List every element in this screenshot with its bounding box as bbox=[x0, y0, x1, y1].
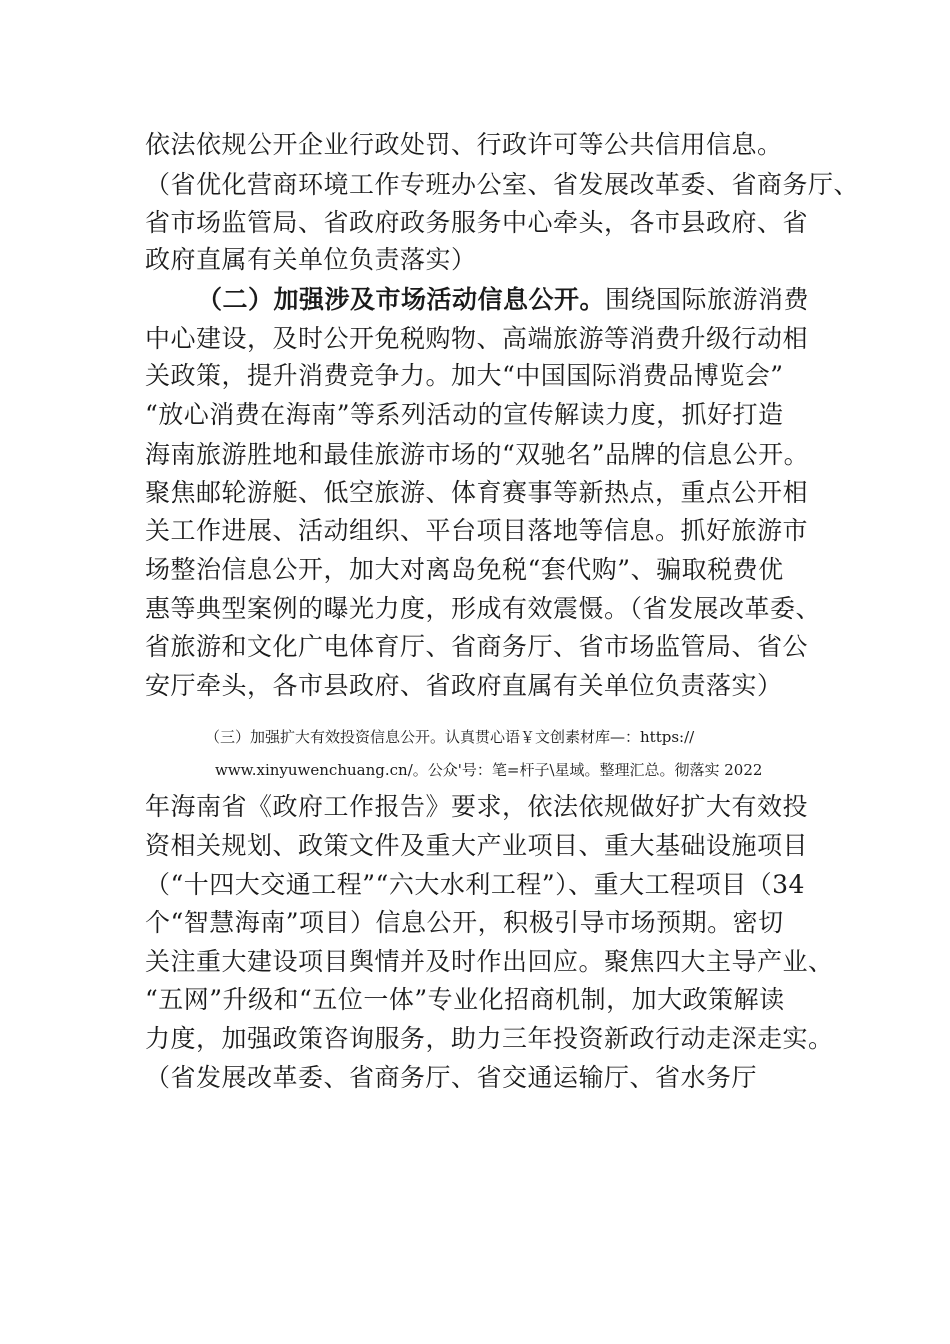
text-line-3: 省市场监管局、省政府政务服务中心牵头，各市县政府、省 bbox=[145, 208, 809, 237]
text-line-14: 省旅游和文化广电体育厅、省商务厅、省市场监管局、省公 bbox=[145, 632, 809, 661]
text-line-15: 安厅牵头，各市县政府、省政府直属有关单位负责落实） bbox=[145, 671, 783, 700]
text-line-6: 中心建设，及时公开免税购物、高端旅游等消费升级行动相 bbox=[145, 324, 809, 353]
text-line-20: 关注重大建设项目舆情并及时作出回应。聚焦四大主导产业、 bbox=[145, 947, 834, 976]
text-line-13: 惠等典型案例的曝光力度，形成有效震慑。（省发展改革委、 bbox=[145, 594, 822, 623]
watermark-source-line: www.xinyuwenchuang.cn/。公众'号：笔=杆子\星域。整理汇总。彻落实 2022 bbox=[215, 761, 763, 779]
text-line-22: 力度，加强政策咨询服务，助力三年投资新政行动走深走实。 bbox=[145, 1024, 834, 1053]
text-line-19: 个“智慧海南”项目）信息公开，积极引导市场预期。密切 bbox=[145, 908, 784, 937]
section-2-first-line bbox=[197, 285, 837, 315]
text-line-23: （省发展改革委、省商务厅、省交通运输厅、省水务厅 bbox=[145, 1063, 758, 1092]
text-line-21: “五网”升级和“五位一体”专业化招商机制，加大政策解读 bbox=[145, 985, 785, 1014]
text-line-7: 关政策，提升消费竞争力。加大“中国国际消费品博览会” bbox=[145, 361, 784, 390]
text-line-9: 海南旅游胜地和最佳旅游市场的“双驰名”品牌的信息公开。 bbox=[145, 440, 810, 469]
section-2-heading: （二）加强涉及市场活动信息公开。 bbox=[197, 285, 606, 314]
section-3-intro-line: （三）加强扩大有效投资信息公开。认真贯心语￥文创素材库—：https:// bbox=[205, 728, 695, 746]
text-line-2: （省优化营商环境工作专班办公室、省发展改革委、省商务厅、 bbox=[145, 170, 860, 199]
text-line-12: 场整治信息公开，加大对离岛免税“套代购”、骗取税费优 bbox=[145, 555, 784, 584]
text-line-16: 年海南省《政府工作报告》要求，依法依规做好扩大有效投 bbox=[145, 792, 809, 821]
text-line-10: 聚焦邮轮游艇、低空旅游、体育赛事等新热点，重点公开相 bbox=[145, 478, 809, 507]
text-line-18: （“十四大交通工程”“六大水利工程”）、重大工程项目（34 bbox=[145, 870, 805, 899]
text-line-4: 政府直属有关单位负责落实） bbox=[145, 245, 477, 274]
text-line-11: 关工作进展、活动组织、平台项目落地等信息。抓好旅游市 bbox=[145, 516, 809, 545]
section-2-lead-text: 围绕国际旅游消费 bbox=[605, 285, 810, 314]
text-line-1: 依法依规公开企业行政处罚、行政许可等公共信用信息。 bbox=[145, 130, 783, 159]
text-line-8: “放心消费在海南”等系列活动的宣传解读力度，抓好打造 bbox=[145, 400, 784, 429]
text-line-17: 资相关规划、政策文件及重大产业项目、重大基础设施项目 bbox=[145, 831, 809, 860]
